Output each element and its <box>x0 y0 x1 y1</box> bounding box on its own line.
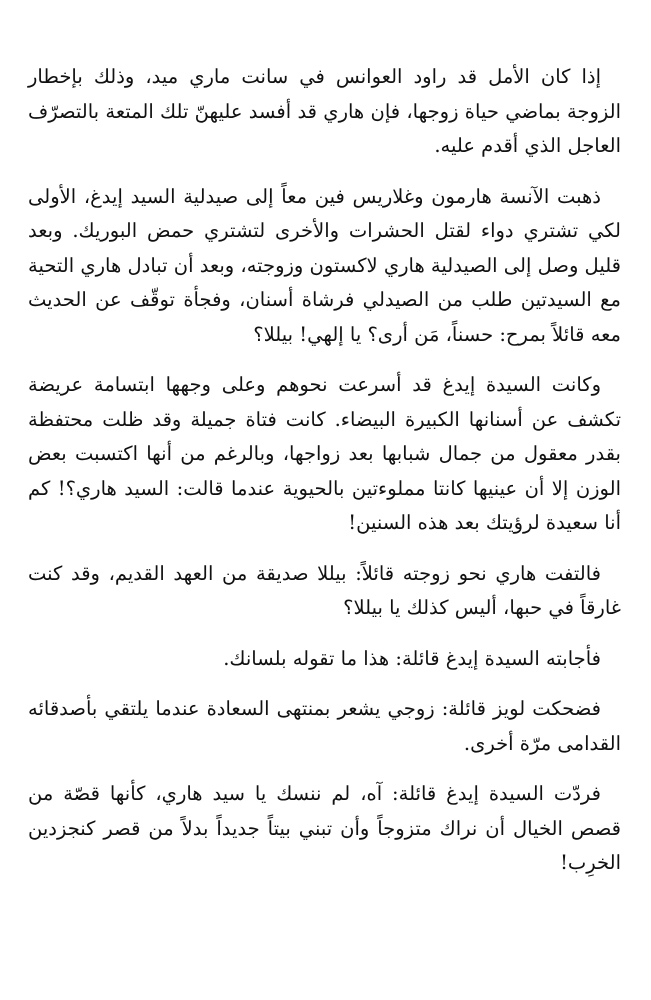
paragraph-1: إذا كان الأمل قد راود العوانس في سانت ماري ميد، وذلك بإخطار الزوجة بماضي حياة زوجها، فإن هاري قد أفسد عليهنّ تلك المتعة بالتصرّف العاجل الذي أقدم عليه. <box>28 65 621 157</box>
paragraph-2: ذهبت الآنسة هارمون وغلاريس فين معاً إلى صيدلية السيد إيدغ، الأولى لكي تشتري دواء لقتل الحشرات والأخرى لتشتري حمض البوريك. وبعد قليل وصل إلى الصيدلية هاري لاكستون وزوجته، وبعد أن تبادل هاري التحية مع السيدتين طلب من الصيدلي فرشاة أسنان، وفجأة توقّف عن الحديث معه قائلاً بمرح: حسناً، مَن أرى؟ يا إلهي! بيللا؟ <box>28 184 621 346</box>
paragraph-4: فالتفت هاري نحو زوجته قائلاً: بيللا صديقة من العهد القديم، وقد كنت غارقاً في حبها، أليس كذلك يا بيللا؟ <box>28 561 621 619</box>
paragraph-3: وكانت السيدة إيدغ قد أسرعت نحوهم وعلى وجهها ابتسامة عريضة تكشف عن أسنانها الكبيرة البيضاء. كانت فتاة جميلة وقد ظلت محتفظة بقدر معقول من جمال شبابها بعد زواجها، وبالرغم من أنها اكتسبت بعض الوزن إلا أن عينيها كانتا مملوءتين بالحيوية عندما قالت: السيد هاري؟! كم أنا سعيدة لرؤيتك بعد هذه السنين! <box>28 373 621 534</box>
paragraph-5: فأجابته السيدة إيدغ قائلة: هذا ما تقوله بلسانك. <box>223 646 601 670</box>
paragraph-6: فضحكت لويز قائلة: زوجي يشعر بمنتهى السعادة عندما يلتقي بأصدقائه القدامى مرّة أخرى. <box>28 697 621 755</box>
paragraph-7: فردّت السيدة إيدغ قائلة: آه، لم ننسك يا سيد هاري، كأنها قصّة من قصص الخيال أن نراك متزوجاً وأن تبني بيتاً جديداً بدلاً من قصر كنجزدين الخرِب! <box>28 782 621 874</box>
